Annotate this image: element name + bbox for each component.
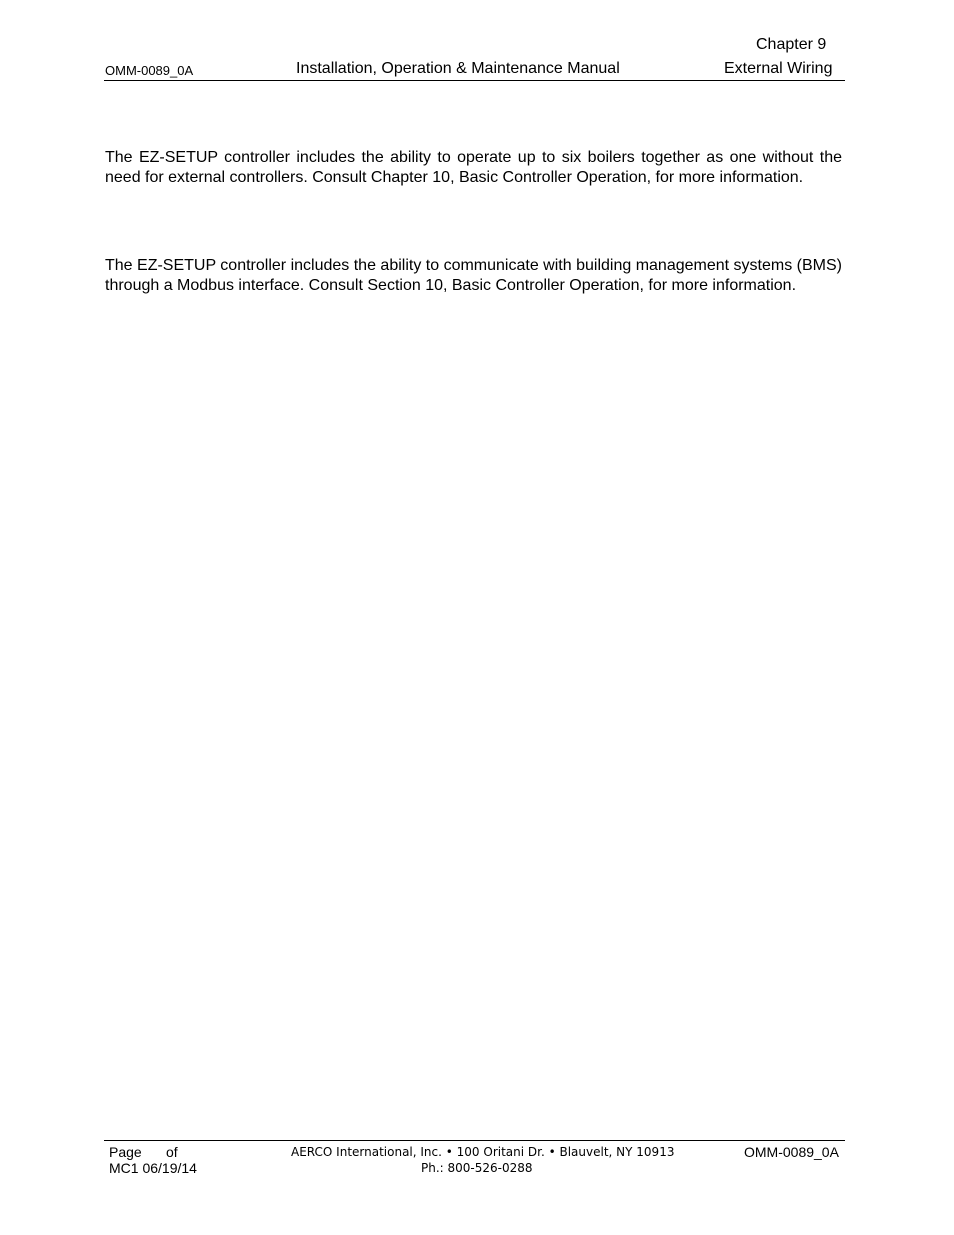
chapter-label: Chapter 9: [756, 36, 827, 53]
footer-address: AERCO International, Inc. • 100 Oritani Dr. • Blauvelt, NY 10913: [291, 1145, 675, 1159]
footer-phone: Ph.: 800-526-0288: [421, 1161, 533, 1175]
manual-title: Installation, Operation & Maintenance Manual: [296, 60, 620, 77]
header-divider: [104, 80, 845, 81]
footer-revision: MC1 06/19/14: [109, 1160, 197, 1176]
header-doc-id: OMM-0089_0A: [105, 63, 194, 78]
footer-of-label: of: [166, 1144, 178, 1160]
footer-doc-id: OMM-0089_0A: [744, 1144, 839, 1160]
footer-divider: [104, 1140, 845, 1141]
footer-page-label: Page: [109, 1144, 142, 1160]
body-paragraph-2: The EZ-SETUP controller includes the ability to communicate with building management systems (BMS) through a Modbus interface. Consult Section 10, Basic Controller Operation, for more information.: [105, 257, 842, 294]
body-paragraph-1: The EZ-SETUP controller includes the ability to operate up to six boilers together as one without the need for external controllers. Consult Chapter 10, Basic Controller Operation, for more information.: [105, 149, 842, 186]
section-title: External Wiring: [724, 60, 833, 77]
